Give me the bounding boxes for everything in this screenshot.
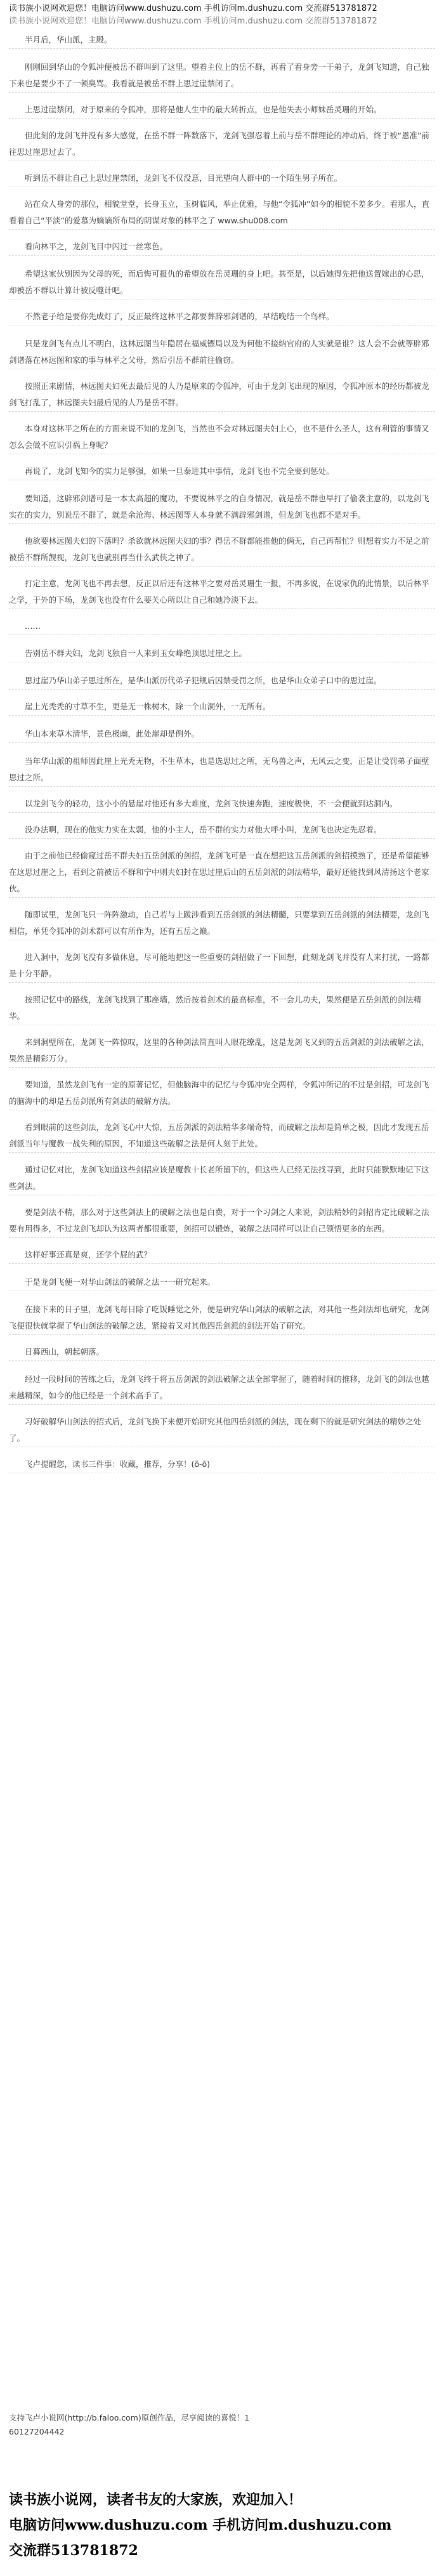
paragraph: 经过一段时间的苦练之后，龙剑飞终于将五岳剑派的剑法破解之法全部掌握了，随着时间的推移，龙剑飞的剑法也越来越精深，如今的他已经是一个剑术高手了。 bbox=[9, 1371, 435, 1405]
paragraph: 崖上光秃秃的寸草不生，更是无一株树木，除一个山洞外，一无所有。 bbox=[9, 699, 435, 716]
paragraph: 打定主意，龙剑飞也不再去想，反正以后还有这林平之要对岳灵珊生一报，不再多说，在说家仇的此情景，以后林平之学，于外的下场，龙剑飞也没有什么要关心所以让自己和她冷淡下去。 bbox=[9, 575, 435, 609]
paragraph: 以龙剑飞今的轻功，这小小的悬崖对他还有多大难度，龙剑飞快速奔跑，速度极快，不一会便就到达洞内。 bbox=[9, 796, 435, 813]
paragraph: 习好破解华山剑法的招式后，龙剑飞换下来便开始研究其他四岳剑派的剑法，现在剩下的就是研究剑法的精妙之处了。 bbox=[9, 1414, 435, 1447]
paragraph: 听到岳不群让自己上思过崖禁闭，龙剑飞不仅没意，目光望向人群中的一个陌生男子所在。 bbox=[9, 170, 435, 187]
paragraph: 这样好事还真是爽，还学个屁的武？ bbox=[9, 1247, 435, 1264]
paragraph: 没办法啊，现在的他实力实在太弱，他的小主人，岳不群的实力对他大呼小叫，龙剑飞也决定先忍着。 bbox=[9, 822, 435, 839]
paragraph: 本身对这林平之所在的方面来说不知的龙剑飞，当然也不会对林远图夫妇上心，也不是什么圣人，这有利管的事情又怎么会做不应识引祸上身呢？ bbox=[9, 421, 435, 454]
paragraph: 于是龙剑飞便一对华山剑法的破解之法一一研究起来。 bbox=[9, 1274, 435, 1291]
paragraph: 只是龙剑飞有点儿不明白，这林远图当年隐居在福威镖局以及为何他不接纳官府的人实就是谁？这人会不会就等辟邪剑谱落在林远图和家的事与林平之父母，然后引岳不群前往偷窃。 bbox=[9, 336, 435, 369]
paragraph: 但此刻的龙剑飞并没有多大感觉，在岳不群一阵数落下，龙剑飞强忍着上前与岳不群理论的冲动后，终于被“恩准”前往思过崖思过去了。 bbox=[9, 128, 435, 161]
chapter-body bbox=[9, 32, 435, 1473]
paragraph: 当年华山派的祖师因此崖上光秃无物，不生草木，也是选思过之所，无鸟兽之声，无风云之变，正是让受罚弟子面壁思过之所。 bbox=[9, 753, 435, 787]
header-banner: 读书族小说网欢迎您！电脑访问www.dushuzu.com 手机访问m.dushuzu.com 交流群513781872 bbox=[9, 4, 377, 13]
paragraph: 刚刚回到华山的令狐冲便被岳不群叫到了这里。望着主位上的岳不群，再看了看身旁一干弟子，龙剑飞知道，自己独下来也是要少不了一顿臭骂。我看就是被岳不群上思过崖禁闭了。 bbox=[9, 59, 435, 93]
paragraph: 来到洞壁所在，龙剑飞一阵惊叹，这里的各种剑法简直叫人眼花缭乱，这是龙剑飞又到的五岳剑派的剑法破解之法，果然是精彩万分。 bbox=[9, 1034, 435, 1068]
paragraph: 按照记忆中的路线，龙剑飞找到了那座墙，然后按着剑术的最高标准，不一会儿功夫，果然便是五岳剑派的剑法精华。 bbox=[9, 992, 435, 1025]
paragraph: 华山本来草木清华，景色极幽，此处崖却是例外。 bbox=[9, 726, 435, 743]
paragraph: 要知道，虽然龙剑飞有一定的原著记忆，但他脑海中的记忆与令狐冲完全两样，令狐冲所记的不过是剑招，可龙剑飞的脑海中的却是五岳剑派所有剑法的破解方法。 bbox=[9, 1077, 435, 1110]
paragraph: 进入洞中，龙剑飞没有多做休息，尽可能地把这一些重要的剑招做了一下回想，此刻龙剑飞并没有人来打扰，一路都是十分平静。 bbox=[9, 949, 435, 983]
ad-access-line: 电脑访问www.dushuzu.com 手机访问m.dushuzu.com bbox=[9, 2517, 392, 2533]
paragraph: 站在众人身旁的那位，相貌堂堂，长身玉立，玉树临风，举止优雅，与他“令狐冲”如今的相貌不差多少。看那人，直看着自己“平淡”的爱慕为嫡谪所布局的阴谋对象的林平之了 www.shu008.com bbox=[9, 196, 435, 230]
paragraph: 要是剑法不精，那么对于这些剑法上的破解之法也是白费，对于一个习剑之人来说，剑法精妙的剑招肯定比破解之法要有用得多，不过龙剑飞却认为这两者都很重要，剑招可以锻炼，破解之法同样可以让自己领悟更多的东西。 bbox=[9, 1204, 435, 1238]
paragraph: 要知道，这辟邪剑谱可是一本太高超的魔功，不要说林平之的自身情况，就是岳不群也早打了偷袭主意的，以龙剑飞实在的实力，别说岳不群了，就是余沧海、林远图等人本身就不满辟邪剑谱，但龙剑飞也都不是对手。 bbox=[9, 490, 435, 524]
footer-number-line: 60127204442 bbox=[9, 2427, 65, 2436]
footer-note bbox=[9, 2411, 435, 2439]
paragraph: 他欲要林远图夫妇的下落吗？杀欲就林远图夫妇的事？得岳不群都能推他的俩无，自己再帮忙？则想着实力不足之前被岳不群所觊视，龙剑飞也就别再当什么武侠之神了。 bbox=[9, 533, 435, 567]
paragraph: 半月后，华山派，主殿。 bbox=[9, 32, 435, 49]
paragraph: 告别岳不群夫妇，龙剑飞独自一人来到玉女峰绝顶思过崖之上。 bbox=[9, 645, 435, 662]
paragraph: 看到眼前的这些剑法，龙剑飞心中大惊，五岳剑派的剑法精华多端奇特，而破解之法却是简单之极，因此才发现五岳剑派当年与魔教一战失利的原因，不知道这些破解之法是何人刻于此处。 bbox=[9, 1119, 435, 1153]
paragraph: 由于之前他已经偷窥过岳不群夫妇五岳剑派的剑招，龙剑飞可是一直在想把这五岳剑派的剑招摸熟了，还是希望能够在这思过崖之上，看到之前被岳不群和宁中则夫妇封在思过崖后山的五岳剑派的剑法精华，最好还能找到风清扬这个老家伙。 bbox=[9, 848, 435, 898]
paragraph: 上思过崖禁闭，对于原来的令狐冲，那将是他人生中的最大转折点，也是他失去小师妹岳灵珊的开始。 bbox=[9, 102, 435, 119]
paragraph: 思过崖乃华山弟子思过所在，是华山派历代弟子犯规后囚禁受罚之所，也是华山众弟子口中的思过崖。 bbox=[9, 673, 435, 690]
paragraph: 通过记忆对比，龙剑飞知道这些剑招应该是魔教十长老所留下的，但这些人已经无法找寻到，此时只能默默地记下这些剑法。 bbox=[9, 1162, 435, 1195]
paragraph: 飞卢提醒您，读书三件事：收藏，推荐，分享！(ō-ō) bbox=[9, 1456, 435, 1473]
paragraph: 随即试里，龙剑飞只一阵阵激动，自己若与上跋涉看到五岳剑派的剑法精髓，只要掌到五岳剑派的剑法精要，龙剑飞相信，单凭令狐冲的剑术都可以有所作为，还有五岳之巅。 bbox=[9, 907, 435, 940]
paragraph: 不然老子给是要你先成灯了，反正最终这林平之都要葬辞邪剑谱的，早结晚结一个鸟样。 bbox=[9, 308, 435, 325]
ad-welcome-line: 读书族小说网，读者书友的大家族，欢迎加入！ bbox=[9, 2492, 303, 2508]
paragraph: …… bbox=[9, 618, 435, 635]
ad-group-line: 交流群513781872 bbox=[9, 2542, 138, 2559]
site-advertisement bbox=[9, 2487, 434, 2563]
paragraph: 日暮西山，朝起朝落。 bbox=[9, 1344, 435, 1361]
paragraph: 按照正来剧情，林远图夫妇死去最后见的人乃是原来的令狐冲，可由于龙剑飞出现的原因，令狐冲原本的经历都被龙剑飞打乱了，林远图夫妇最后见的人乃是岳不群。 bbox=[9, 378, 435, 412]
paragraph: 在接下来的日子里，龙剑飞每日除了吃饭睡觉之外，便是研究华山剑法的破解之法，对其他一些剑法却也研究，龙剑飞便很快就掌握了华山剑法的破解之法，紧接着又对其他四岳剑派的剑法开始了研究。 bbox=[9, 1301, 435, 1335]
paragraph: 再说了，龙剑飞知今的实力足够强，如果一旦泰进其中事情，龙剑飞也不完全要到惩处。 bbox=[9, 463, 435, 480]
footer-support-line: 支持飞卢小说网(http://b.faloo.com)原创作品，尽享阅读的喜悦！1 bbox=[9, 2413, 250, 2422]
paragraph: 希望这家伙别因为父母的死，而后悔可报仇的希望放在岳灵珊的身上吧。甚至是，以后她得先把他送置嫁出的心思，却被岳不群以计算计被反噬计吧。 bbox=[9, 266, 435, 299]
header-banner-repeat: 读书族小说网欢迎您！电脑访问www.dushuzu.com 手机访问m.dushuzu.com 交流群513781872 bbox=[9, 16, 377, 26]
paragraph: 看向林平之，龙剑飞目中闪过一丝寒色。 bbox=[9, 239, 435, 256]
